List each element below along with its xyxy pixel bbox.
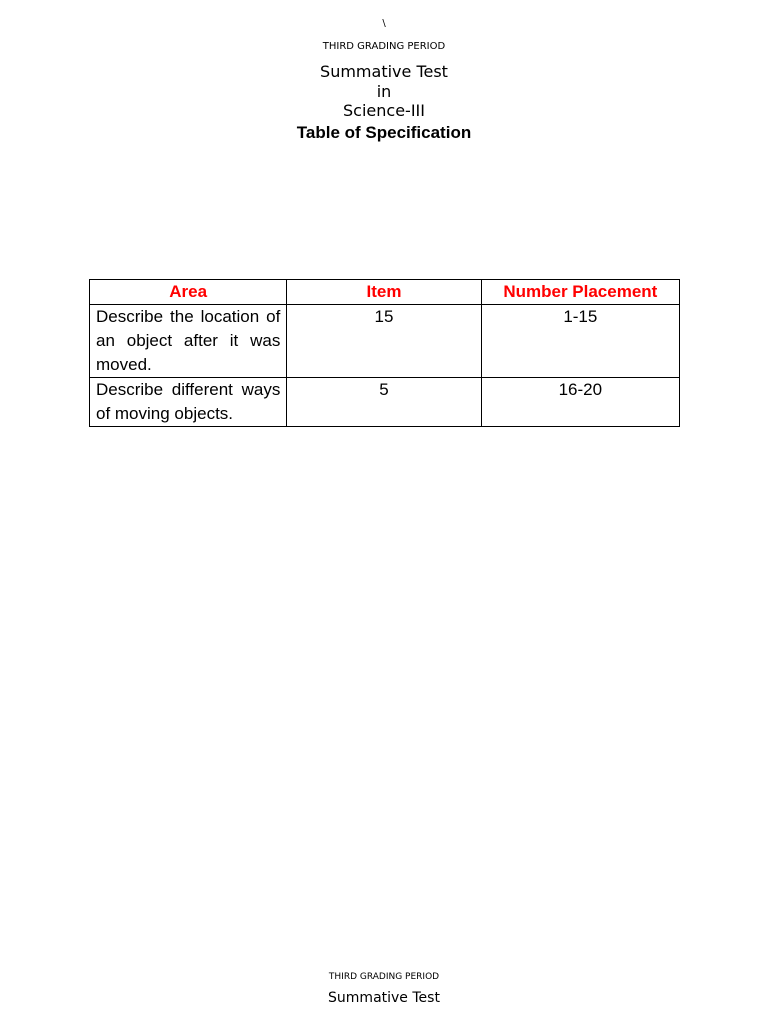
- grading-period-footer: THIRD GRADING PERIOD: [328, 972, 440, 982]
- cell-area: Describe different ways of moving objects.: [90, 378, 287, 427]
- cell-area: Describe the location of an object after it was moved.: [90, 305, 287, 378]
- specification-table: [89, 279, 680, 427]
- cell-item: 15: [287, 305, 481, 378]
- footer-title: Summative Test: [328, 990, 440, 1006]
- table-heading: Table of Specification: [296, 123, 472, 142]
- document-subject: Science-III: [343, 101, 425, 120]
- cell-number-placement: 16-20: [481, 378, 679, 427]
- stray-backslash: \: [382, 18, 386, 29]
- table-header-row: [90, 280, 680, 305]
- cell-number-placement: 1-15: [481, 305, 679, 378]
- column-header-number-placement: Number Placement: [481, 280, 679, 305]
- table-row: [90, 378, 680, 427]
- table-row: [90, 305, 680, 378]
- document-title-connector: in: [376, 82, 392, 101]
- document-title: Summative Test: [320, 62, 448, 81]
- cell-item: 5: [287, 378, 481, 427]
- column-header-item: Item: [287, 280, 481, 305]
- grading-period-header: THIRD GRADING PERIOD: [322, 41, 446, 52]
- column-header-area: Area: [90, 280, 287, 305]
